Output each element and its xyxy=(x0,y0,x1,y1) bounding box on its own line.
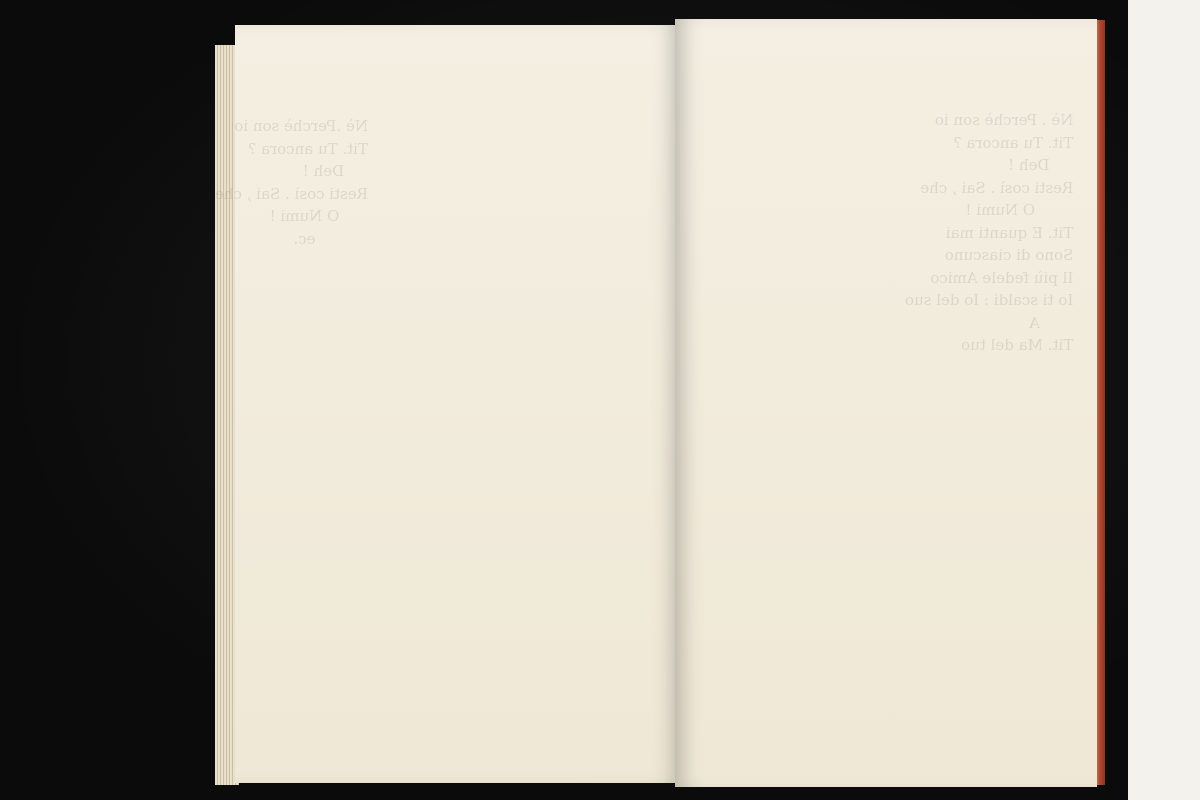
open-book xyxy=(215,15,1105,787)
measurement-ruler xyxy=(1128,0,1200,800)
show-through-text: Nè . Perchè son io Tit. Tu ancora ? Deh ! Resti così . Sai , che O Numi ! Tit. E quanti mai Sono di ciascuno Il più fedele Amico Io ti scaldi : Io del suo A Tit. Ma del tuo xyxy=(905,111,1074,354)
right-page xyxy=(675,19,1097,787)
show-through-text: Nè .Perchè son io Tit. Tu ancora ? Deh ! Resti così . Sai , che O Numi ! ec. xyxy=(215,117,368,248)
left-page xyxy=(215,25,680,783)
